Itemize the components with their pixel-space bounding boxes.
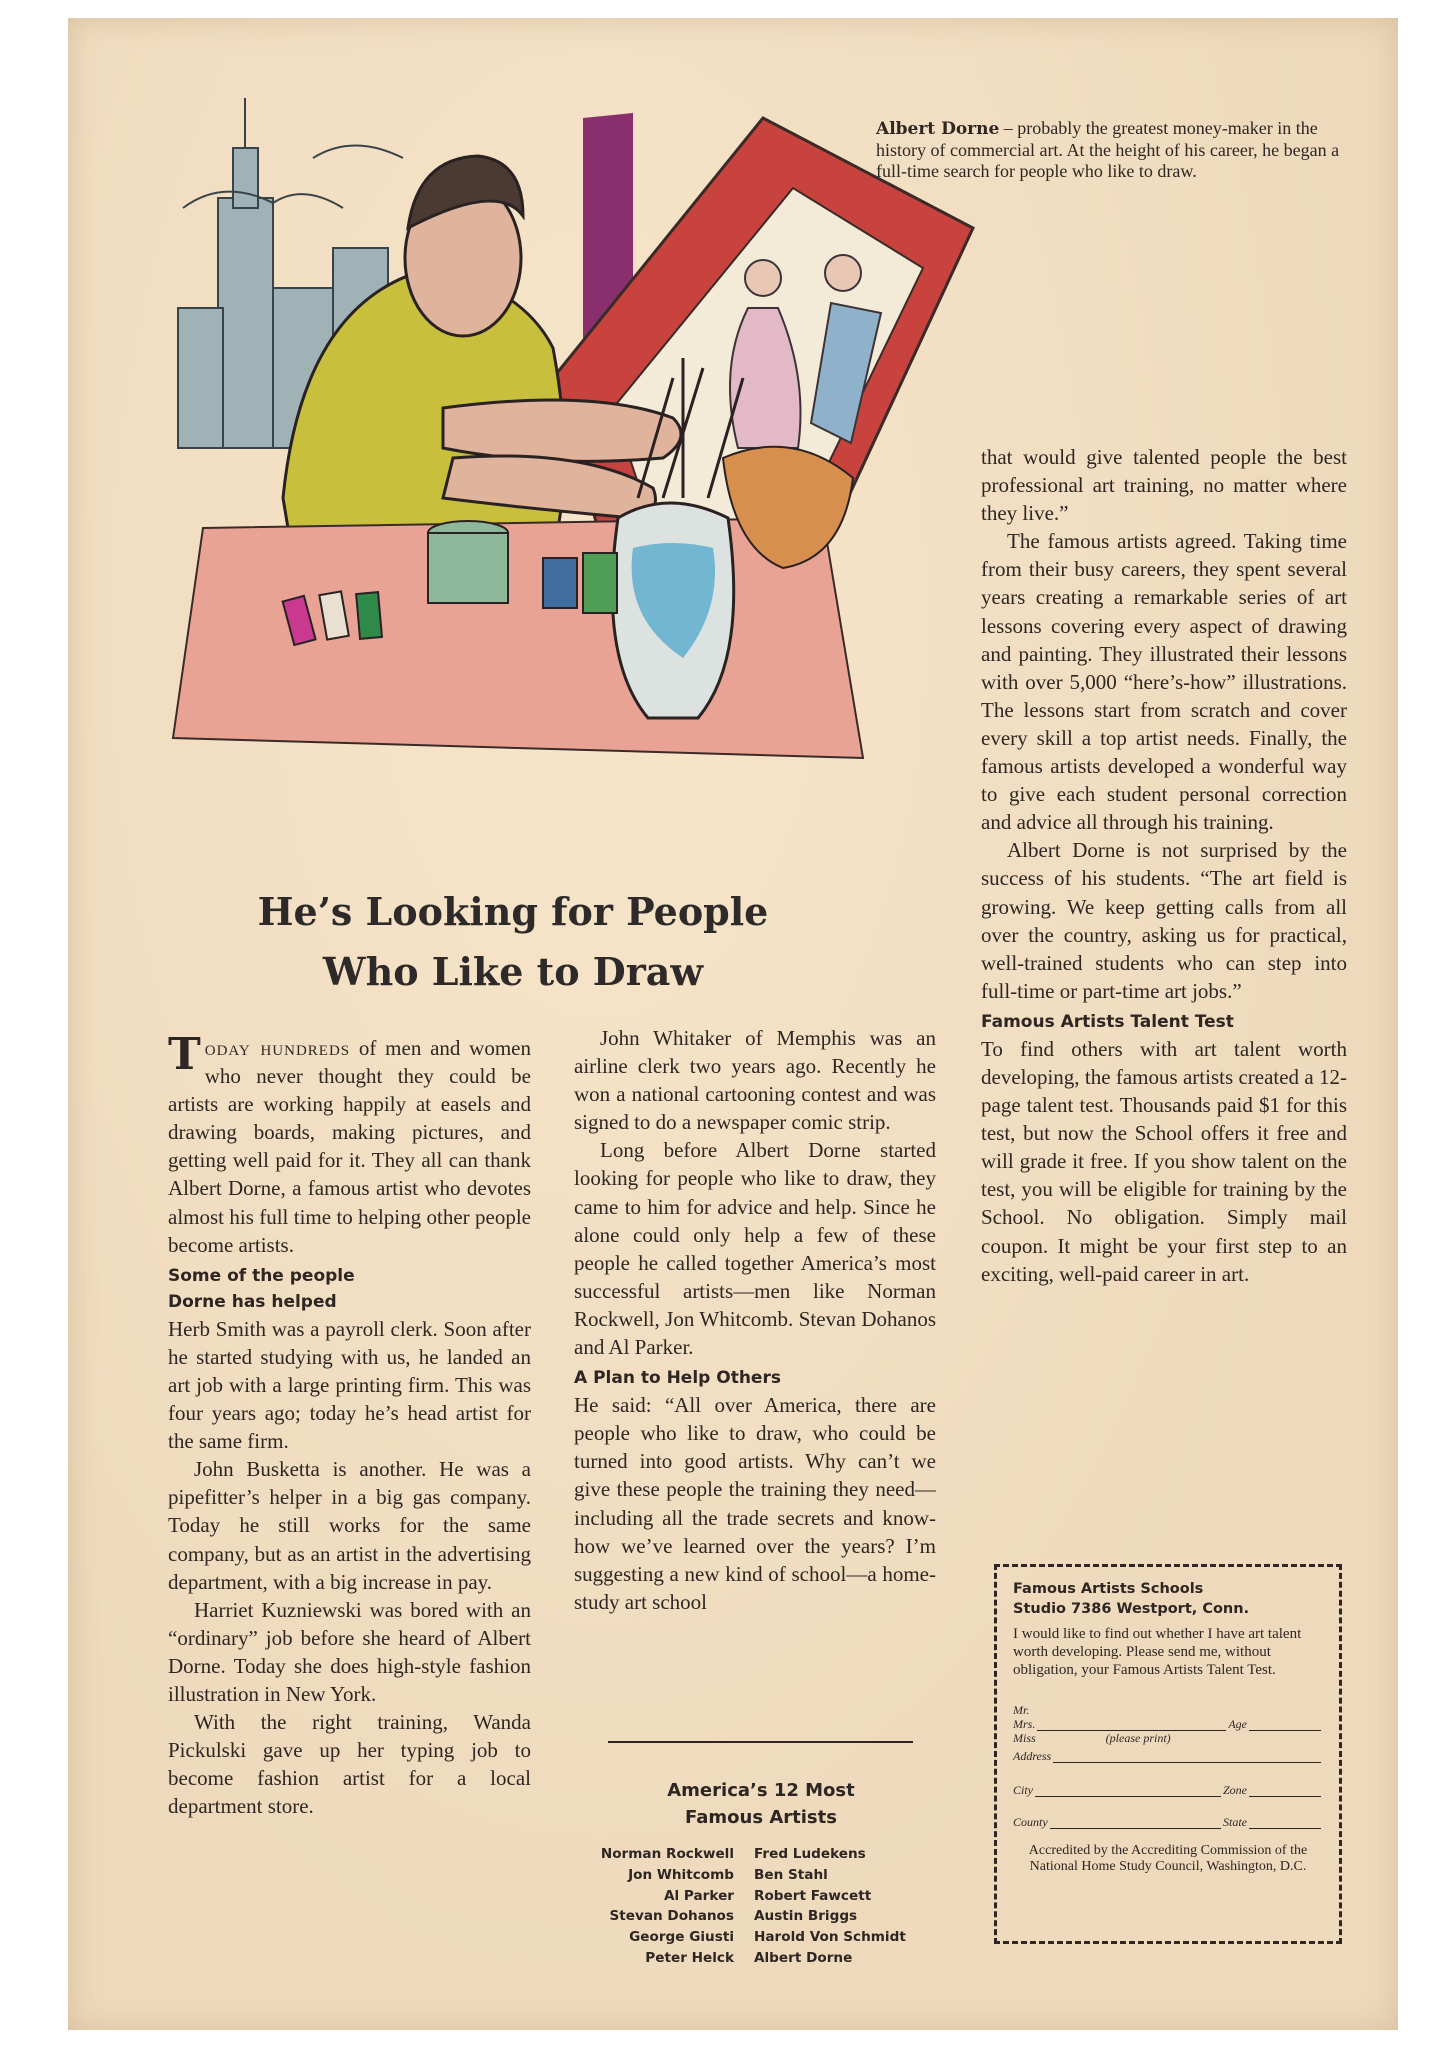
column-1-paragraph-1	[168, 1029, 531, 1259]
label-address: Address	[1013, 1749, 1052, 1763]
headline	[213, 882, 813, 1002]
article-column-1	[168, 1029, 531, 1820]
subheading-line-2: Dorne has helped	[168, 1291, 337, 1312]
divider-rule	[608, 1741, 913, 1743]
artist-names-left	[548, 1844, 734, 1969]
artist-name: Robert Fawcett	[754, 1887, 872, 1904]
artist-name: Jon Whitcomb	[628, 1866, 734, 1883]
famous-artists-title-line-2: Famous Artists	[685, 1807, 837, 1828]
artist-name: Peter Helck	[645, 1949, 734, 1966]
caption-name: Albert Dorne	[876, 119, 1000, 139]
subheading-dorne-helped	[168, 1263, 531, 1315]
column-2-paragraph-3: He said: “All over America, there are people who like to draw, who could be turned into good artists. Why can’t we give these people the training they need—including all the trade secrets and know-how we’ve learned over the years? I’m suggesting a new kind of school—a home-study art school	[574, 1393, 936, 1614]
artist-name: Al Parker	[664, 1887, 734, 1904]
artist-name: Stevan Dohanos	[609, 1908, 734, 1925]
label-please-print: (please print)	[1105, 1731, 1171, 1745]
city-field[interactable]	[1035, 1784, 1221, 1797]
label-mr: Mr.	[1013, 1703, 1030, 1717]
label-miss: Miss	[1013, 1731, 1036, 1745]
mail-coupon[interactable]	[994, 1564, 1342, 1944]
subheading-line-1: Some of the people	[168, 1265, 355, 1286]
artist-name: Norman Rockwell	[600, 1846, 734, 1862]
artist-name: Albert Dorne	[754, 1949, 853, 1966]
famous-artists-title	[576, 1777, 946, 1831]
lead-in: oday hundreds	[204, 1036, 351, 1060]
coupon-school-name: Famous Artists Schools	[1013, 1581, 1204, 1597]
artist-name: Austin Briggs	[754, 1908, 858, 1925]
column-2-paragraph-2: Long before Albert Dorne started looking for people who like to draw, they came to him for advice and help. Since he alone could only help a few of these people he called together America’s most successful artists—men like Norman Rockwell, Jon Whitcomb. Stevan Dohanos and Al Parker.	[574, 1138, 936, 1360]
subheading-plan: A Plan to Help Others	[574, 1368, 781, 1389]
address-field[interactable]	[1053, 1750, 1321, 1763]
column-1-paragraph-3: John Busketta is another. He was a pipefitter’s helper in a big gas company. Today he still works for the same company, but as an artist in the advertising department, with a big increase in pay.	[168, 1457, 531, 1594]
coupon-address: Studio 7386 Westport, Conn.	[1013, 1601, 1250, 1617]
famous-artists-title-line-1: America’s 12 Most	[667, 1780, 855, 1801]
accreditation-note: Accredited by the Accrediting Commission of the National Home Study Council, Washington, D.C.	[1028, 1843, 1308, 1874]
intro-text: of men and women who never thought they could be artists are working happily at easels and drawing boards, making pictures, and getting well paid for it. They all can thank Albert Dorne, a famous artist who devotes almost his full time to helping other people become artists.	[168, 1036, 531, 1257]
drop-cap: T	[168, 1029, 201, 1080]
column-1-paragraph-4: Harriet Kuzniewski was bored with an “ordinary” job before she heard of Albert Dorne. Today she does high-style fashion illustration in New York.	[168, 1597, 531, 1706]
name-field[interactable]	[1037, 1718, 1226, 1731]
paint-tubes	[283, 591, 382, 645]
artist-names-right	[754, 1844, 954, 1969]
column-3-paragraph-1: that would give talented people the best professional art training, no matter where they live.”	[981, 445, 1347, 526]
headline-line-2: Who Like to Draw	[322, 949, 704, 994]
column-3-paragraph-3: Albert Dorne is not surprised by the success of his students. “The art field is growing. We keep getting calls from all over the country, asking us for practical, well-trained students who can step into full-time or part-time art jobs.”	[981, 838, 1347, 1003]
column-3-paragraph-4: To find others with art talent worth developing, the famous artists created a 12-page talent test. Thousands paid $1 for this test, but now the School offers it free and will grade it free. If you show talent on the test, you will be eligible for training by the School. No obligation. Simply mail coupon. It might be your first step to an exciting, well-paid career in art.	[981, 1036, 1347, 1286]
label-zone: Zone	[1223, 1783, 1247, 1797]
coupon-request-text: I would like to find out whether I have art talent worth developing. Please send me, without obligation, your Famous Artists Talent Test.	[1013, 1626, 1302, 1678]
clouds	[183, 146, 403, 209]
column-3-paragraph-2: The famous artists agreed. Taking time from their busy careers, they spent several years creating a remarkable series of art lessons covering every aspect of drawing and painting. They illustrated their lessons with over 5,000 “here’s-how” illustrations. The lessons start from scratch and cover every skill a top artist needs. Finally, the famous artists developed a wonderful way to give each student personal correction and advice all through his training.	[981, 529, 1347, 835]
column-1-paragraph-2: Herb Smith was a payroll clerk. Soon after he started studying with us, he landed an art job with a large printing firm. This was four years ago; today he’s head artist for the same firm.	[168, 1316, 531, 1454]
state-field[interactable]	[1249, 1816, 1321, 1829]
caption-text: – probably the greatest money-maker in the history of commercial art. At the height of his career, he began a full-time search for people who like to draw.	[876, 118, 1340, 181]
label-mrs: Mrs.	[1013, 1717, 1036, 1731]
article-column-3	[981, 443, 1347, 1288]
coupon-form	[1013, 1703, 1323, 1829]
magazine-page	[68, 18, 1398, 2030]
artist-name: Ben Stahl	[754, 1866, 828, 1883]
artist-name: Fred Ludekens	[754, 1846, 866, 1862]
column-2-paragraph-1: John Whitaker of Memphis was an airline clerk two years ago. Recently he won a national cartooning contest and was signed to do a newspaper comic strip.	[574, 1026, 936, 1135]
column-1-paragraph-5: With the right training, Wanda Pickulski gave up her typing job to become fashion artist for a local department store.	[168, 1710, 531, 1819]
label-county: County	[1013, 1815, 1048, 1829]
artist-name: Harold Von Schmidt	[754, 1929, 906, 1946]
label-state: State	[1223, 1815, 1247, 1829]
zone-field[interactable]	[1249, 1784, 1321, 1797]
subheading-talent-test: Famous Artists Talent Test	[981, 1011, 1234, 1032]
illustration-caption	[876, 118, 1346, 182]
artist-name: George Giusti	[629, 1929, 734, 1946]
label-age: Age	[1228, 1717, 1247, 1731]
county-field[interactable]	[1050, 1816, 1221, 1829]
headline-line-1: He’s Looking for People	[257, 889, 769, 934]
label-city: City	[1013, 1783, 1033, 1797]
artist-illustration	[163, 78, 1043, 878]
age-field[interactable]	[1249, 1718, 1321, 1731]
article-column-2	[574, 1024, 936, 1616]
